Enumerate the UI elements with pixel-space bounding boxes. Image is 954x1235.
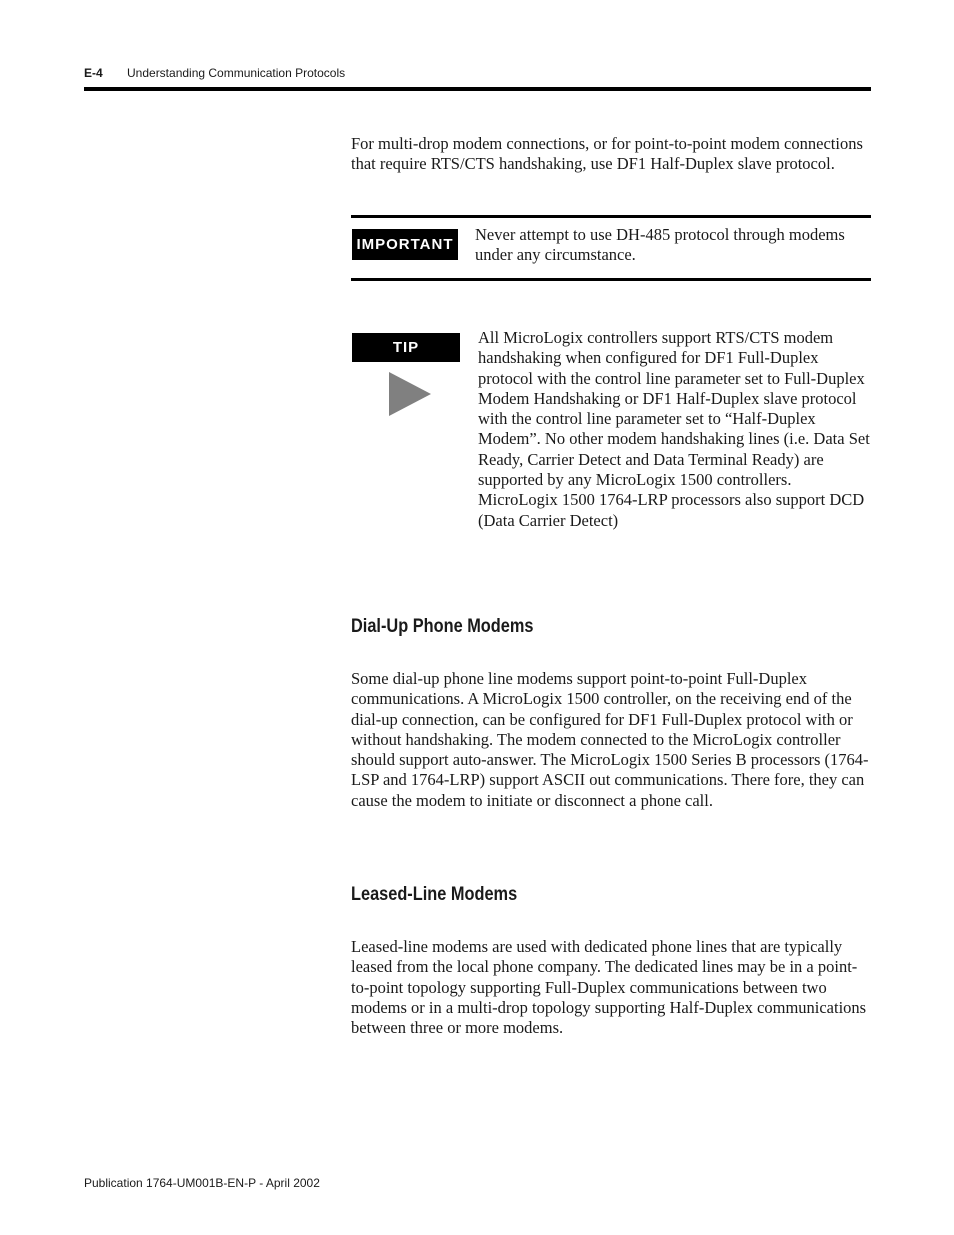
tip-label: TIP [352, 333, 460, 362]
header-divider [84, 87, 871, 91]
important-text: Never attempt to use DH-485 protocol through modems under any circumstance. [475, 225, 845, 265]
intro-paragraph: For multi-drop modem connections, or for point-to-point modem connections that require RTS/CTS handshaking, use DF1 Half-Duplex slave protocol. [351, 134, 863, 174]
section-title: Understanding Communication Protocols [127, 66, 346, 80]
publication-footer: Publication 1764-UM001B-EN-P - April 2002 [84, 1176, 320, 1190]
important-label: IMPORTANT [352, 229, 458, 260]
important-top-divider [351, 215, 871, 218]
right-triangle-arrow-icon [389, 372, 431, 416]
section-heading-leased-line: Leased-Line Modems [351, 884, 518, 905]
tip-text: All MicroLogix controllers support RTS/CTS modem handshaking when configured for DF1 Full-Duplex protocol with the control line parameter set to Full-Duplex Modem Handshaking or DF1 Half-Duplex slave protocol with the control line parameter set to “Half-Duplex Modem”. No other modem handshaking lines (i.e. Data Set Ready, Carrier Detect and Data Terminal Ready) are supported by any MicroLogix 1500 controllers. MicroLogix 1500 1764-LRP processors also support DCD (Data Carrier Detect) [478, 328, 870, 530]
section-body-leased-line: Leased-line modems are used with dedicated phone lines that are typically leased from the local phone company. The dedicated lines may be in a point-to-point topology supporting Full-Duplex communications between two modems or in a multi-drop topology supporting Half-Duplex communications between three or more modems. [351, 937, 867, 1038]
page-header [84, 66, 346, 80]
important-bottom-divider [351, 278, 871, 281]
section-heading-dial-up: Dial-Up Phone Modems [351, 616, 534, 637]
section-body-dial-up: Some dial-up phone line modems support point-to-point Full-Duplex communications. A MicroLogix 1500 controller, on the receiving end of the dial-up connection, can be configured for DF1 Full-Duplex protocol with or without handshaking. The modem connected to the MicroLogix controller should support auto-answer. The MicroLogix 1500 Series B processors (1764-LSP and 1764-LRP) support ASCII out communications. There fore, they can cause the modem to initiate or disconnect a phone call. [351, 669, 869, 810]
page-number: E-4 [84, 66, 103, 80]
